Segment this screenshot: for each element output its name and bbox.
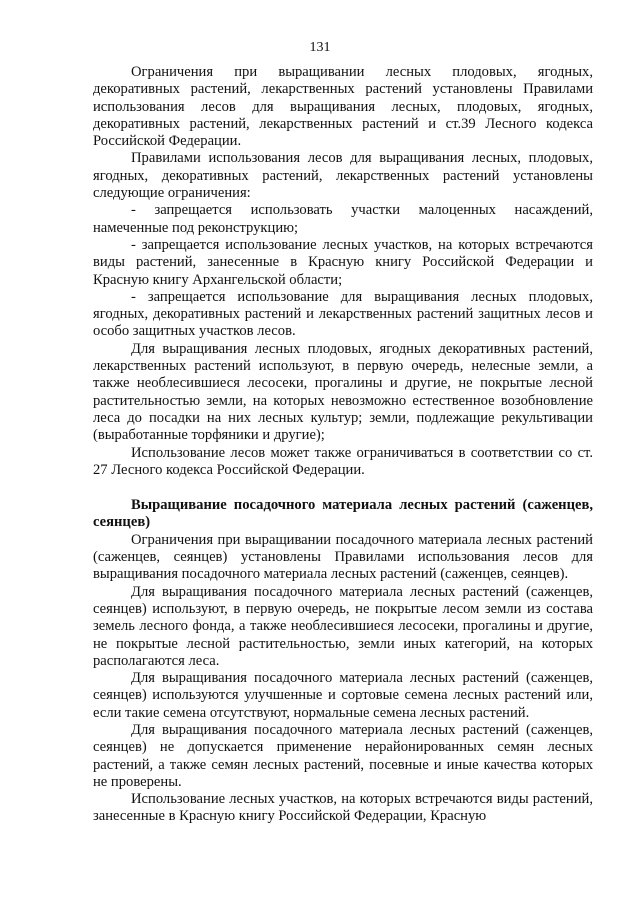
paragraph-seedling-prohibition: Для выращивания посадочного материала лесных растений (саженцев, сеянцев) не допускается применение нерайонированных семян лесных растений, а также семян лесных растений, посевные и иные качества которых не проверены. — [93, 721, 593, 790]
document-body — [93, 64, 593, 826]
paragraph-seedling-seeds: Для выращивания посадочного материала лесных растений (саженцев, сеянцев) используются улучшенные и сортовые семена лесных растений или, если такие семена отсутствуют, нормальные семена лесных растений. — [93, 670, 593, 721]
section-heading: Выращивание посадочного материала лесных растений (саженцев, сеянцев) — [93, 497, 593, 531]
page-number: 131 — [309, 40, 331, 55]
paragraph-land-usage: Для выращивания лесных плодовых, ягодных декоративных растений, лекарственных растений используют, в первую очередь, нелесные земли, а также необлесившиеся лесосеки, прогалины и другие, не покрытые лесной растительностью земли, на которых невозможно естественное возобновление леса до посадки на них лесных культур; земли, подлежащие рекультивации (выработанные торфяники и другие); — [93, 340, 593, 444]
list-item-restriction-2: - запрещается использование лесных участков, на которых встречаются виды растений, занесенные в Красную книгу Российской Федерации и Красную книгу Архангельской области; — [93, 236, 593, 288]
paragraph-article-27: Использование лесов может также ограничиваться в соответствии со ст. 27 Лесного кодекса Российской Федерации. — [93, 444, 593, 478]
paragraph-seedling-lands: Для выращивания посадочного материала лесных растений (саженцев, сеянцев) используют, в первую очередь, не покрытые лесом земли из состава земель лесного фонда, а также необлесившиеся лесосеки, прогалины и другие, не покрытые лесной растительностью, земли иных категорий, на которых располагаются леса. — [93, 583, 593, 669]
paragraph-seedling-restrictions: Ограничения при выращивании посадочного материала лесных растений (саженцев, сеянцев) установлены Правилами использования лесов для выращивания посадочного материала лесных растений (саженцев, сеянцев). — [93, 531, 593, 583]
section-spacer — [93, 479, 593, 497]
paragraph-rules-list-intro: Правилами использования лесов для выращивания лесных, плодовых, ягодных, декоративных растений, лекарственных растений установлены следующие ограничения: — [93, 150, 593, 202]
paragraph-red-book: Использование лесных участков, на которых встречаются виды растений, занесенные в Красную книгу Российской Федерации, Красную — [93, 791, 593, 825]
list-item-restriction-3: - запрещается использование для выращивания лесных плодовых, ягодных, декоративных растений и лекарственных растений защитных лесов и особо защитных участков лесов. — [93, 288, 593, 340]
paragraph-restrictions-intro: Ограничения при выращивании лесных плодовых, ягодных, декоративных растений, лекарственных растений установлены Правилами использования лесов для выращивания лесных, плодовых, ягодных, декоративных растений, лекарственных растений и ст.39 Лесного кодекса Российской Федерации. — [93, 64, 593, 150]
list-item-restriction-1: - запрещается использовать участки малоценных насаждений, намеченные под реконструкцию; — [93, 202, 593, 236]
